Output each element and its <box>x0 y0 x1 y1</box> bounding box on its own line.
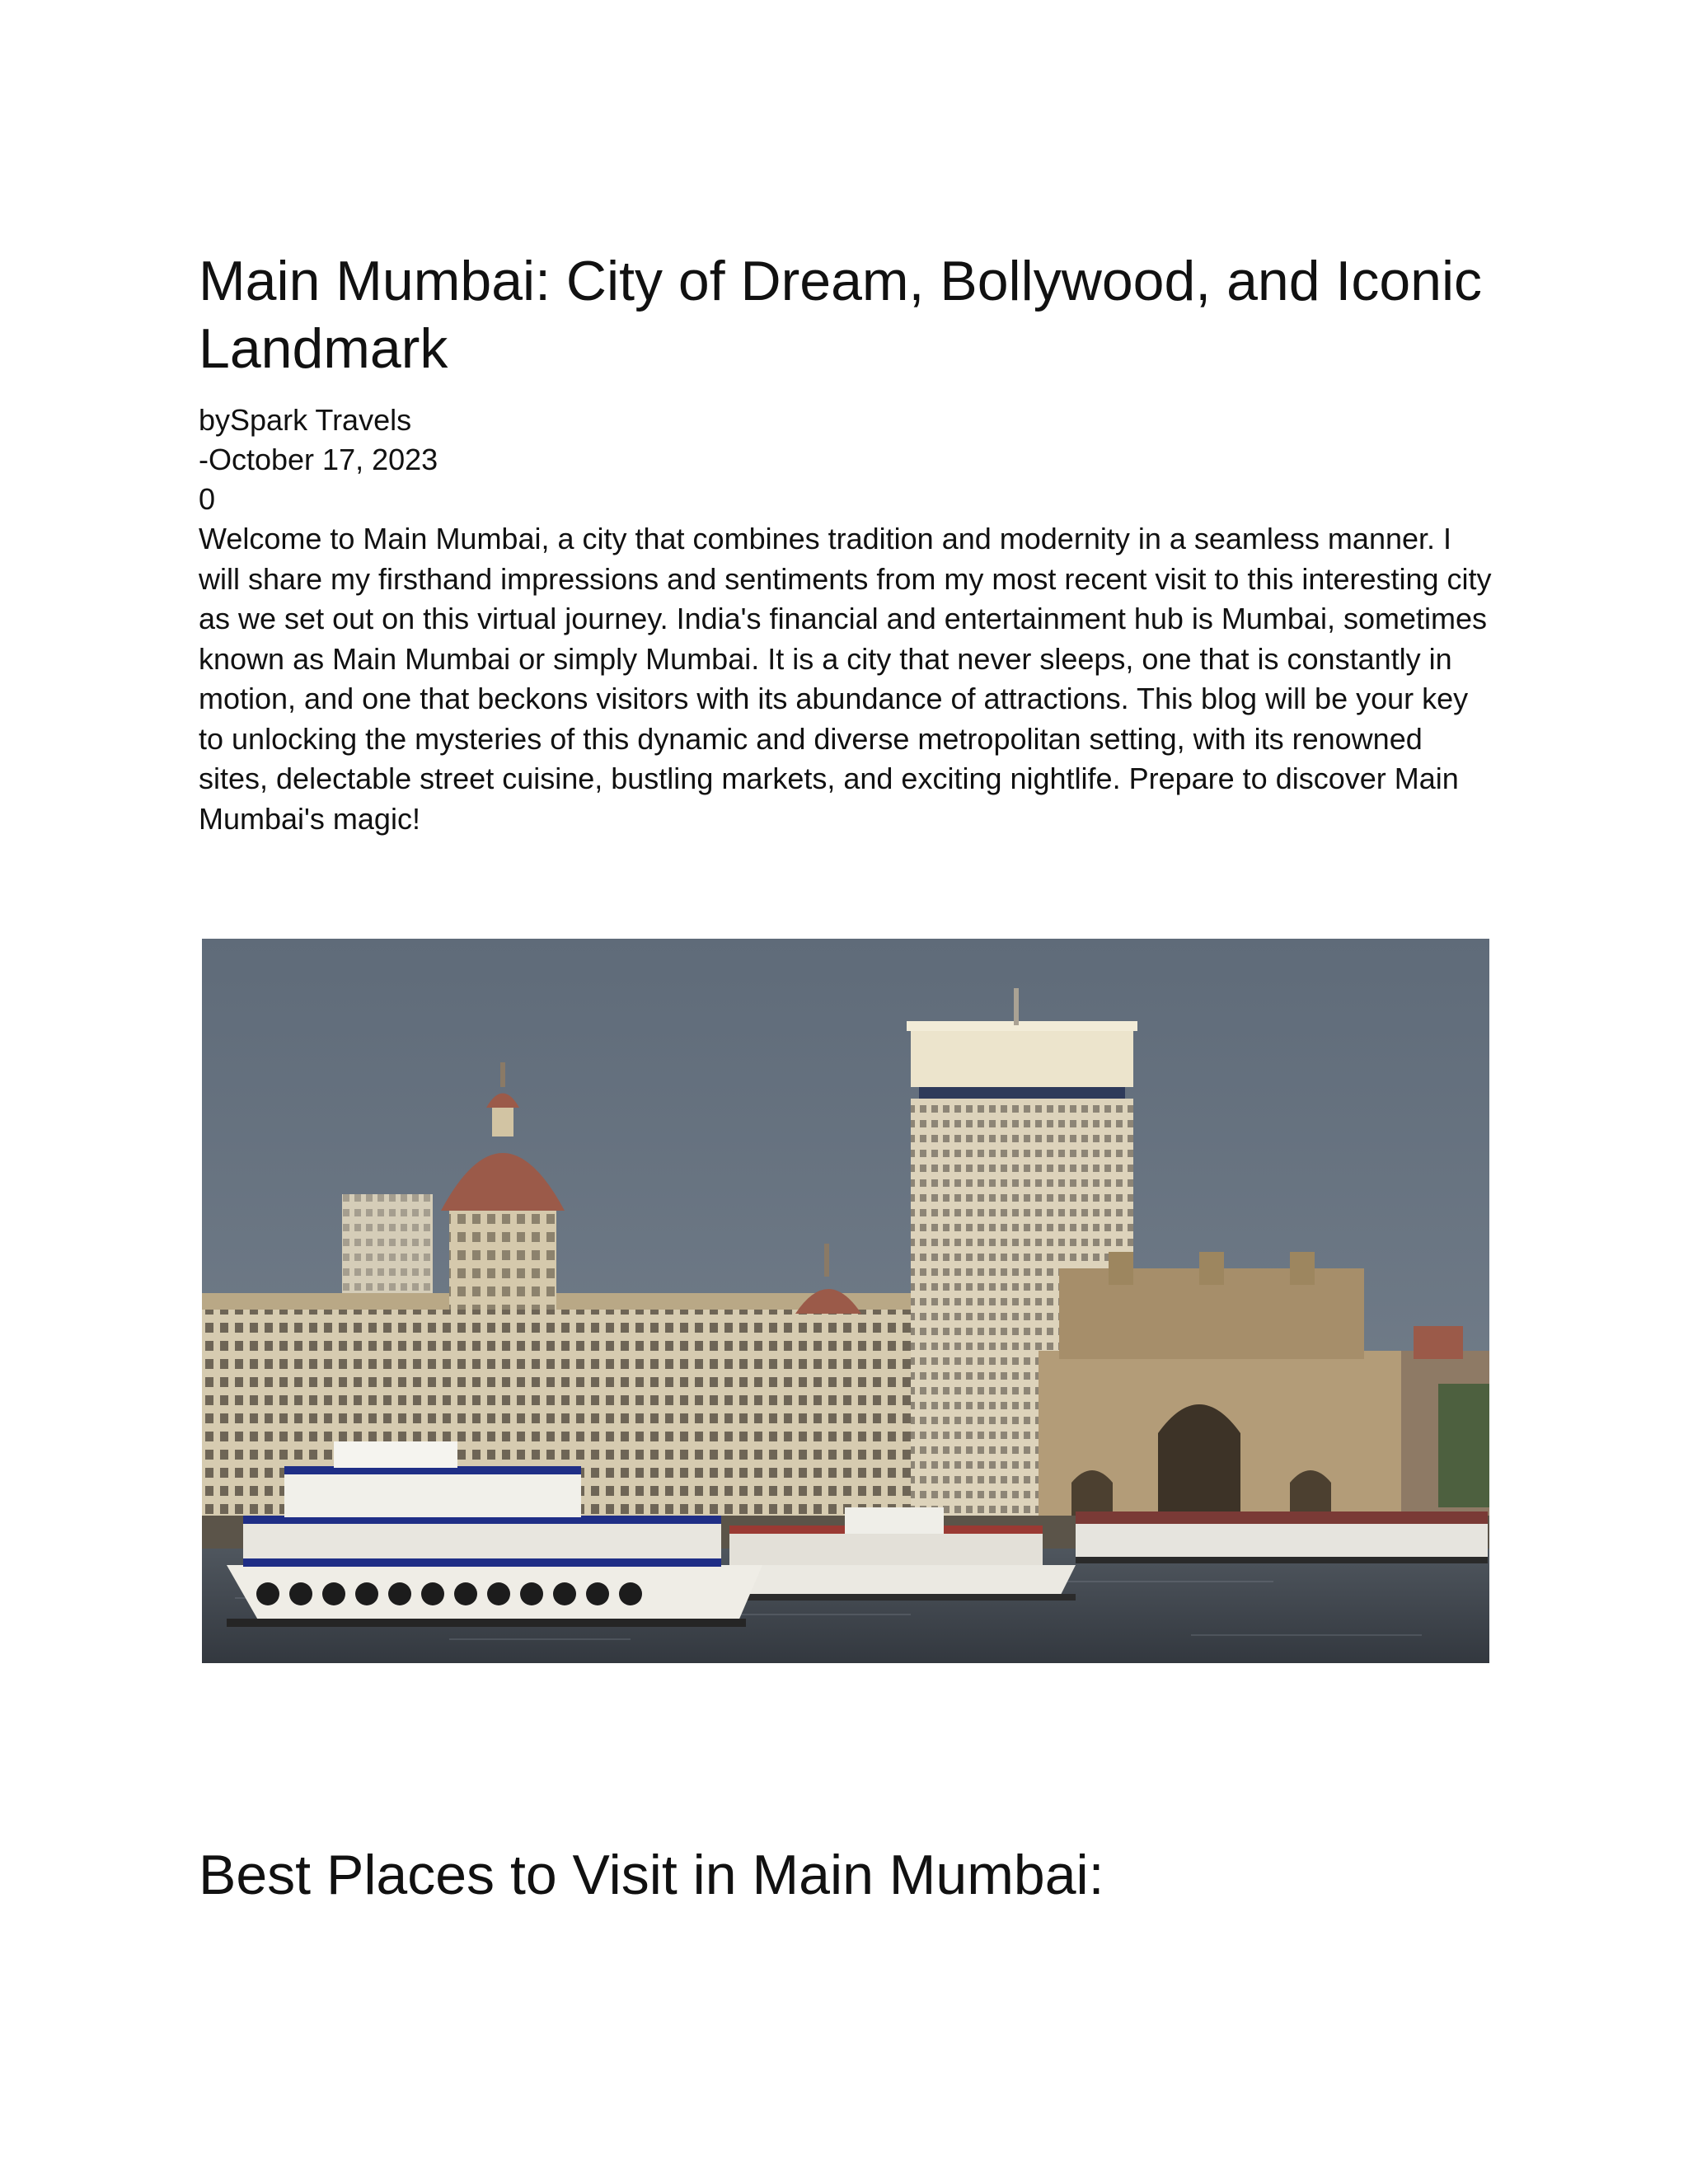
article-content <box>199 247 1493 839</box>
mumbai-skyline-photo <box>202 939 1489 1663</box>
article-meta <box>199 401 1493 519</box>
intro-paragraph: Welcome to Main Mumbai, a city that combines tradition and modernity in a seamless manner. I will share my firsthand impressions and sentiments from my most recent visit to this interesting city as we set out on this virtual journey. India's financial and entertainment hub is Mumbai, sometimes known as Main Mumbai or simply Mumbai. It is a city that never sleeps, one that is constantly in motion, and one that beckons visitors with its abundance of attractions. This blog will be your key to unlocking the mysteries of this dynamic and diverse metropolitan setting, with its renowned sites, delectable street cuisine, bustling markets, and exciting nightlife. Prepare to discover Main Mumbai's magic! <box>199 522 1492 836</box>
moored-ferries <box>1076 1511 1488 1563</box>
comment-count: 0 <box>199 482 216 516</box>
author-byline: bySpark Travels <box>199 403 412 437</box>
publish-date: -October 17, 2023 <box>199 443 438 476</box>
article-title: Main Mumbai: City of Dream, Bollywood, and Iconic Landmark <box>199 250 1483 380</box>
section-heading-best-places: Best Places to Visit in Main Mumbai: <box>199 1844 1104 1906</box>
